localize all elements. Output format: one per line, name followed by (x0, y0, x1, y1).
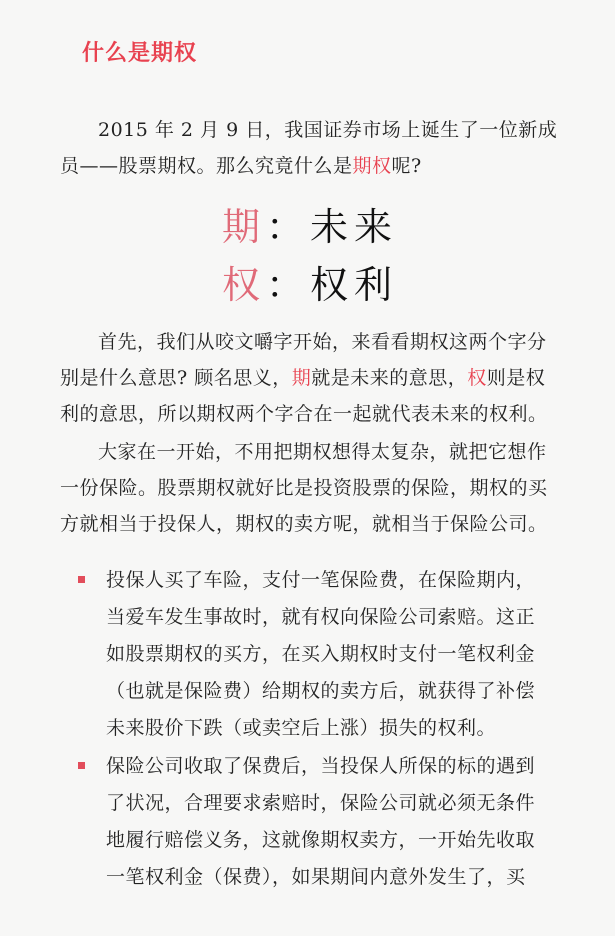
bullet-marker (78, 762, 85, 769)
intro-line-2 (60, 148, 560, 184)
definition-key: 期 (222, 205, 267, 249)
definition-right (222, 254, 398, 309)
bullet-line: 保险公司收取了保费后，当投保人所保的标的遇到 (106, 755, 536, 777)
paragraph-line: 大家在一开始，不用把期权想得太复杂，就把它想作 (98, 441, 547, 463)
paragraph-line: 一份保险。股票期权就好比是投资股票的保险，期权的买 (60, 477, 548, 499)
bullet-line: 一笔权利金（保费），如果期间内意外发生了，买 (106, 866, 526, 888)
definition-separator: ： (266, 205, 311, 249)
bullet-line: 投保人买了车险，支付一笔保险费，在保险期内， (106, 569, 536, 591)
bullet-line: 地履行赔偿义务，这就像期权卖方，一开始先收取 (106, 829, 536, 851)
bullet-text (106, 562, 535, 747)
highlight-term: 期权 (352, 155, 392, 177)
paragraph-2 (60, 434, 560, 542)
paragraph-line (60, 360, 560, 396)
definition-future (222, 196, 398, 251)
bullet-line: 未来股价下跌（或卖空后上涨）损失的权利。 (106, 717, 497, 739)
bullet-line: 如股票期权的买方，在买入期权时支付一笔权利金 (106, 643, 536, 665)
highlight-term: 权 (467, 367, 487, 389)
paragraph-line: 方就相当于投保人，期权的卖方呢，就相当于保险公司。 (60, 513, 548, 535)
section-title: 什么是期权 (82, 41, 198, 66)
bullet-line: 当爱车发生事故时，就有权向保险公司索赔。这正 (106, 606, 536, 628)
bullet-text (106, 748, 535, 896)
paragraph-text: 则是权 (486, 367, 546, 389)
highlight-term: 期 (291, 367, 312, 389)
paragraph-1 (60, 324, 560, 432)
paragraph-text: 就是未来的意思， (311, 367, 468, 389)
intro-paragraph (60, 112, 560, 184)
intro-text: 员——股票期权。那么究竟什么是 (60, 155, 353, 177)
definition-key: 权 (222, 263, 267, 307)
definition-value: 未来 (310, 205, 399, 249)
bullet-marker (78, 576, 85, 583)
paragraph-text: 别是什么意思? 顾名思义， (60, 367, 292, 389)
definition-separator: ： (266, 263, 311, 307)
intro-line-1: 2015 年 2 月 9 日，我国证券市场上诞生了一位新成 (98, 119, 558, 141)
paragraph-line: 首先，我们从咬文嚼字开始，来看看期权这两个字分 (98, 331, 547, 353)
definition-value: 权利 (310, 263, 399, 307)
bullet-line: 了状况，合理要求索赔时，保险公司就必须无条件 (106, 792, 536, 814)
bullet-line: （也就是保险费）给期权的卖方后，就获得了补偿 (106, 680, 536, 702)
intro-text-end: 呢? (391, 155, 422, 177)
paragraph-line: 利的意思，所以期权两个字合在一起就代表未来的权利。 (60, 403, 548, 425)
